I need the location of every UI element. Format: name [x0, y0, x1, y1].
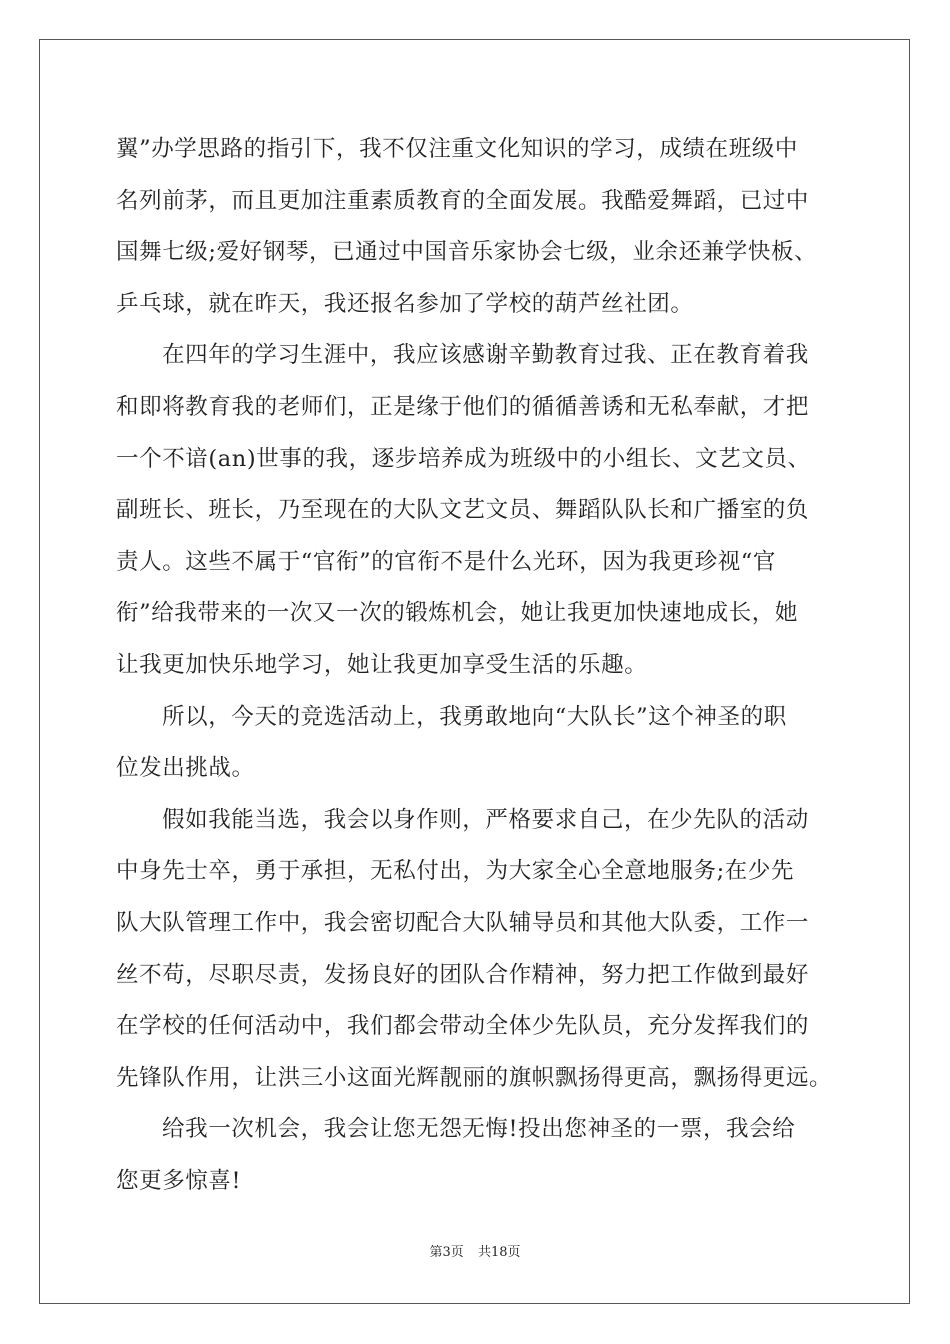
text-line: 名列前茅，而且更加注重素质教育的全面发展。我酷爱舞蹈，已过中 [116, 187, 810, 214]
text-line: 衔”给我带来的一次又一次的锻炼机会，她让我更加快速地成长，她 [116, 600, 799, 627]
text-line: 和即将教育我的老师们，正是缘于他们的循循善诱和无私奉献，才把 [116, 393, 810, 420]
paragraph-3 [116, 692, 856, 795]
text-line: 假如我能当选，我会以身作则，严格要求自己，在少先队的活动 [162, 806, 809, 833]
paragraph-5 [116, 1104, 856, 1207]
text-line: 所以，今天的竞选活动上，我勇敢地向“大队长”这个神圣的职 [162, 703, 787, 730]
text-line: 您更多惊喜! [116, 1167, 242, 1194]
text-line: 中身先士卒，勇于承担，无私付出，为大家全心全意地服务;在少先 [116, 858, 795, 885]
page-number: 第3页 [429, 1245, 464, 1260]
paragraph-2 [116, 330, 856, 691]
text-line: 乒乓球，就在昨天，我还报名参加了学校的葫芦丝社团。 [116, 290, 694, 317]
text-line: 丝不苟，尽职尽责，发扬良好的团队合作精神，努力把工作做到最好 [116, 961, 810, 988]
paragraph-1 [116, 124, 856, 330]
text-line: 队大队管理工作中，我会密切配合大队辅导员和其他大队委，工作一 [116, 909, 810, 936]
text-line: 翼”办学思路的指引下，我不仅注重文化知识的学习，成绩在班级中 [116, 136, 799, 162]
text-line: 在学校的任何活动中，我们都会带动全体少先队员，充分发挥我们的 [116, 1013, 810, 1040]
text-line: 副班长、班长，乃至现在的大队文艺文员、舞蹈队队长和广播室的负 [116, 497, 810, 524]
page-footer [0, 1241, 950, 1260]
document-body [116, 124, 856, 1207]
text-line: 让我更加快乐地学习，她让我更加享受生活的乐趣。 [116, 651, 648, 678]
page-total: 共18页 [477, 1245, 521, 1260]
text-line: 在四年的学习生涯中，我应该感谢辛勤教育过我、正在教育着我 [162, 342, 809, 369]
text-line: 给我一次机会，我会让您无怨无悔!投出您神圣的一票，我会给 [162, 1116, 796, 1143]
text-line: 责人。这些不属于“官衔”的官衔不是什么光环，因为我更珍视“官 [116, 548, 777, 575]
text-line: 国舞七级;爱好钢琴，已通过中国音乐家协会七级，业余还兼学快板、 [116, 239, 818, 266]
text-line: 位发出挑战。 [116, 755, 255, 782]
paragraph-4 [116, 795, 856, 1105]
text-line: 一个不谙(an)世事的我，逐步培养成为班级中的小组长、文艺文员、 [116, 445, 811, 472]
text-line: 先锋队作用，让洪三小这面光辉靓丽的旗帜飘扬得更高，飘扬得更远。 [116, 1064, 833, 1091]
